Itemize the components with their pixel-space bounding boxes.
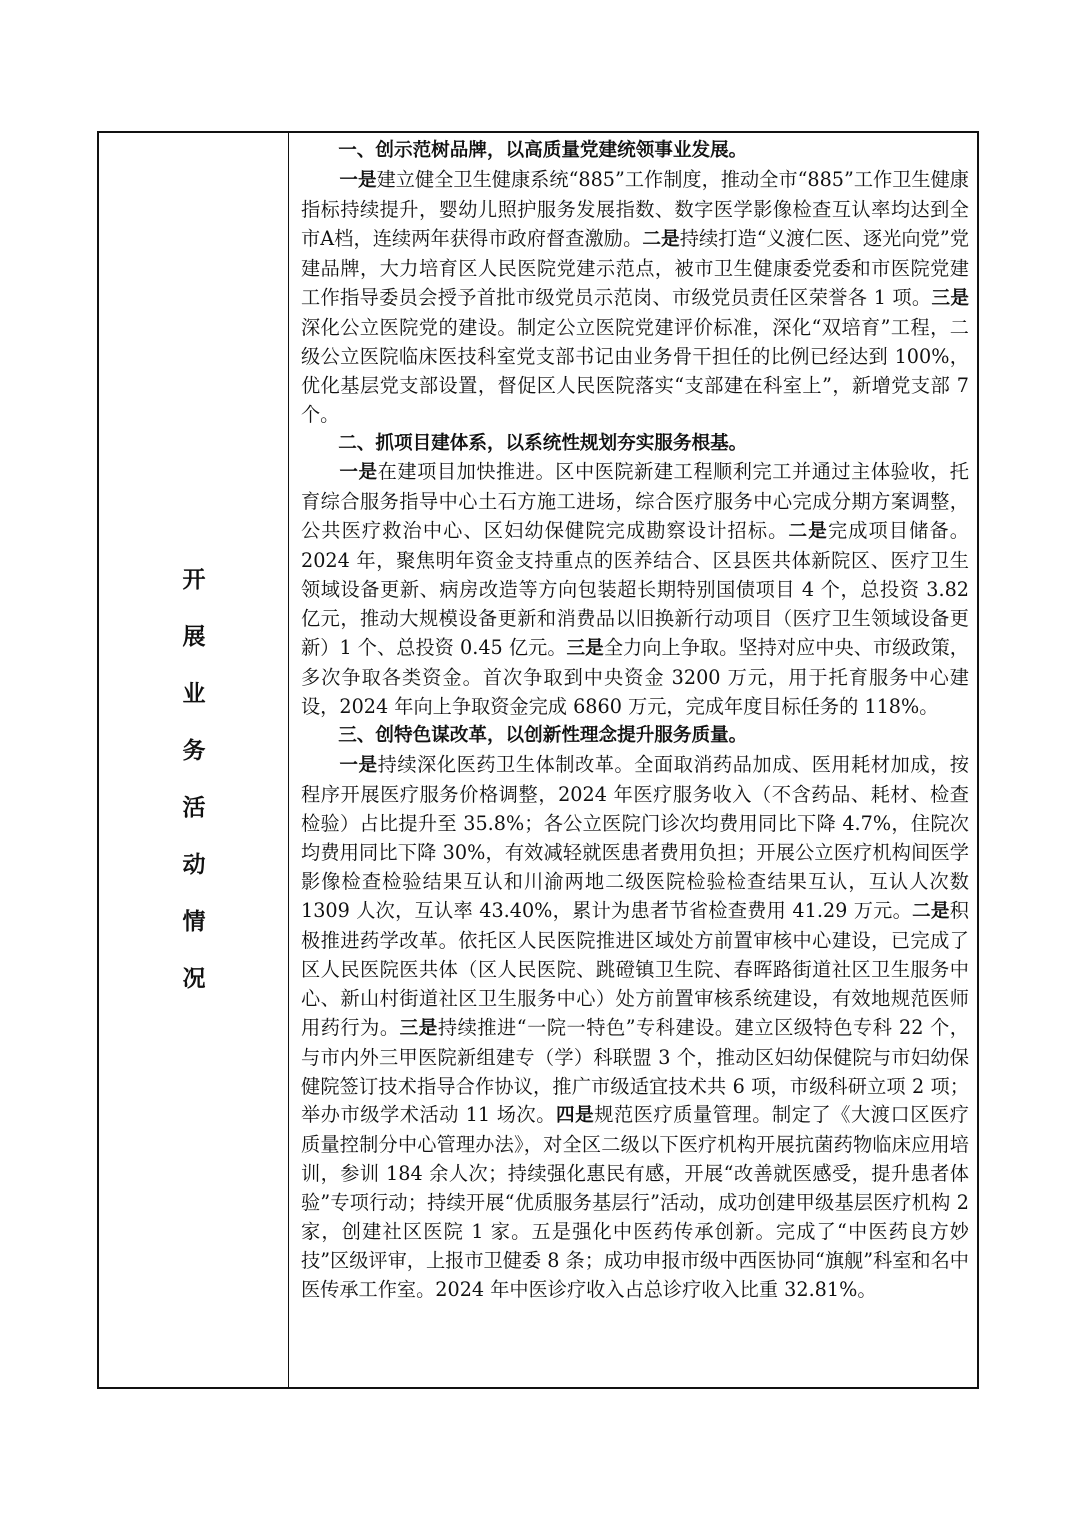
paragraph-text: 积极推进药学改革。依托区人民医院推进区域处方前置审核中心建设，已完成了区人民医院医共体（区人民医院、跳磴镇卫生院、春晖路街道社区卫生服务中心、新山村街道社区卫生服务中心）处方前置审核系统建设，有效地规范医师用药行为。 bbox=[301, 898, 969, 1039]
label-char: 动 bbox=[182, 851, 206, 878]
paragraph-text: 持续打造“义渡仁医、逐光向党”党建品牌，大力培育区人民医院党建示范点，被市卫生健康委党委和市医院党建工作指导委员会授予首批市级党员示范岗、市级党员责任区荣誉各 1 项。 bbox=[301, 226, 970, 309]
section-paragraph bbox=[301, 458, 969, 722]
label-char: 开 bbox=[182, 566, 206, 593]
label-char: 展 bbox=[182, 623, 206, 650]
paragraph-text: 在建项目加快推进。区中医院新建工程顺利完工并通过主体验收，托育综合服务指导中心土石方施工进场，综合医疗服务中心完成分期方案调整，公共医疗救治中心、区妇幼保健院完成勘察设计招标。 bbox=[301, 460, 969, 543]
section-heading: 一、创示范树品牌，以高质量党建统领事业发展。 bbox=[338, 140, 748, 161]
paragraph-text: 规范医疗质量管理。制定了《大渡口区医疗质量控制分中心管理办法》，对全区二级以下医疗机构开展抗菌药物临床应用培训，参训 184 余人次；持续强化惠民有感，开展“改善就医感受，提升患者体验”专项行动；持续开展“优质服务基层行”活动，成功创建甲级基层医疗机构 2 家，创建社区医院 1 家。五是强化中医药传承创新。完成了“中医药良方妙技”区级评审，上报市卫健委 8 条；成功申报市级中西医协同“旗舰”科室和名中医传承工作室。2024 年中医诊疗收入占总诊疗收入比重 32.81%。 bbox=[301, 1103, 969, 1302]
label-char: 务 bbox=[182, 737, 206, 764]
marker: 二是 bbox=[642, 228, 680, 250]
section-paragraph bbox=[301, 166, 969, 430]
paragraph-text: 建立健全卫生健康系统“885”工作制度，推动全市“885”工作卫生健康指标持续提升，婴幼儿照护服务发展指数、数字医学影像检查互认率均达到全市A档，连续两年获得市政府督查激励。 bbox=[301, 167, 969, 250]
document-table bbox=[97, 131, 979, 1389]
marker: 三是 bbox=[566, 638, 604, 660]
marker: 一是 bbox=[339, 169, 377, 191]
section-heading: 二、抓项目建体系，以系统性规划夯实服务根基。 bbox=[338, 432, 748, 454]
paragraph-text: 全力向上争取。坚持对应中央、市级政策，多次争取各类资金。首次争取到中央资金 3200 万元，用于托育服务中心建设，2024 年向上争取资金完成 6860 万元，完成年度目标任务的 118%。 bbox=[301, 636, 969, 719]
marker: 四是 bbox=[555, 1105, 595, 1127]
label-cell bbox=[99, 133, 289, 1387]
paragraph-text: 完成项目储备。2024 年，聚焦明年资金支持重点的医养结合、区县医共体新院区、医疗卫生领域设备更新、病房改造等方向包装超长期特别国债项目 4 个，总投资 3.82 亿元，推动大规模设备更新和消费品以旧换新行动项目（医疗卫生领域设备更新）1 个、总投资 0.45 亿元。 bbox=[301, 519, 969, 660]
label-char: 情 bbox=[182, 908, 206, 935]
marker: 一是 bbox=[339, 755, 378, 777]
section-paragraph bbox=[301, 751, 969, 1305]
row-label bbox=[99, 551, 289, 1007]
label-char: 况 bbox=[182, 965, 206, 992]
content-cell bbox=[301, 137, 969, 1305]
paragraph-text: 深化公立医院党的建设。制定公立医院党建评价标准，深化“双培育”工程，二级公立医院临床医技科室党支部书记由业务骨干担任的比例已经达到 100%，优化基层党支部设置，督促区人民医院落实“支部建在科室上”，新增党支部 7 个。 bbox=[301, 315, 969, 426]
section-heading: 三、创特色谋改革，以创新性理念提升服务质量。 bbox=[338, 725, 748, 747]
paragraph-text: 持续深化医药卫生体制改革。全面取消药品加成、医用耗材加成，按程序开展医疗服务价格调整，2024 年医疗服务收入（不含药品、耗材、检查检验）占比提升至 35.8%；各公立医院门诊次均费用同比下降 4.7%，住院次均费用同比下降 30%，有效减轻就医患者费用负担；开展公立医疗机构间医学影像检查检验结果互认和川渝两地二级医院检验检查结果互认，互认人次数 1309 人次，互认率 43.40%，累计为患者节省检查费用 41.29 万元。 bbox=[301, 753, 969, 922]
marker: 二是 bbox=[912, 900, 950, 922]
label-char: 业 bbox=[182, 680, 206, 707]
marker: 二是 bbox=[788, 521, 828, 543]
paragraph-text: 持续推进“一院一特色”专科建设。建立区级特色专科 22 个，与市内外三甲医院新组建专（学）科联盟 3 个，推动区妇幼保健院与市妇幼保健院签订技术指导合作协议，推广市级适宜技术共 6 项，市级科研立项 2 项；举办市级学术活动 11 场次。 bbox=[301, 1015, 969, 1127]
marker: 三是 bbox=[931, 287, 969, 309]
marker: 一是 bbox=[339, 462, 378, 484]
label-char: 活 bbox=[182, 794, 206, 821]
marker: 三是 bbox=[399, 1017, 438, 1039]
